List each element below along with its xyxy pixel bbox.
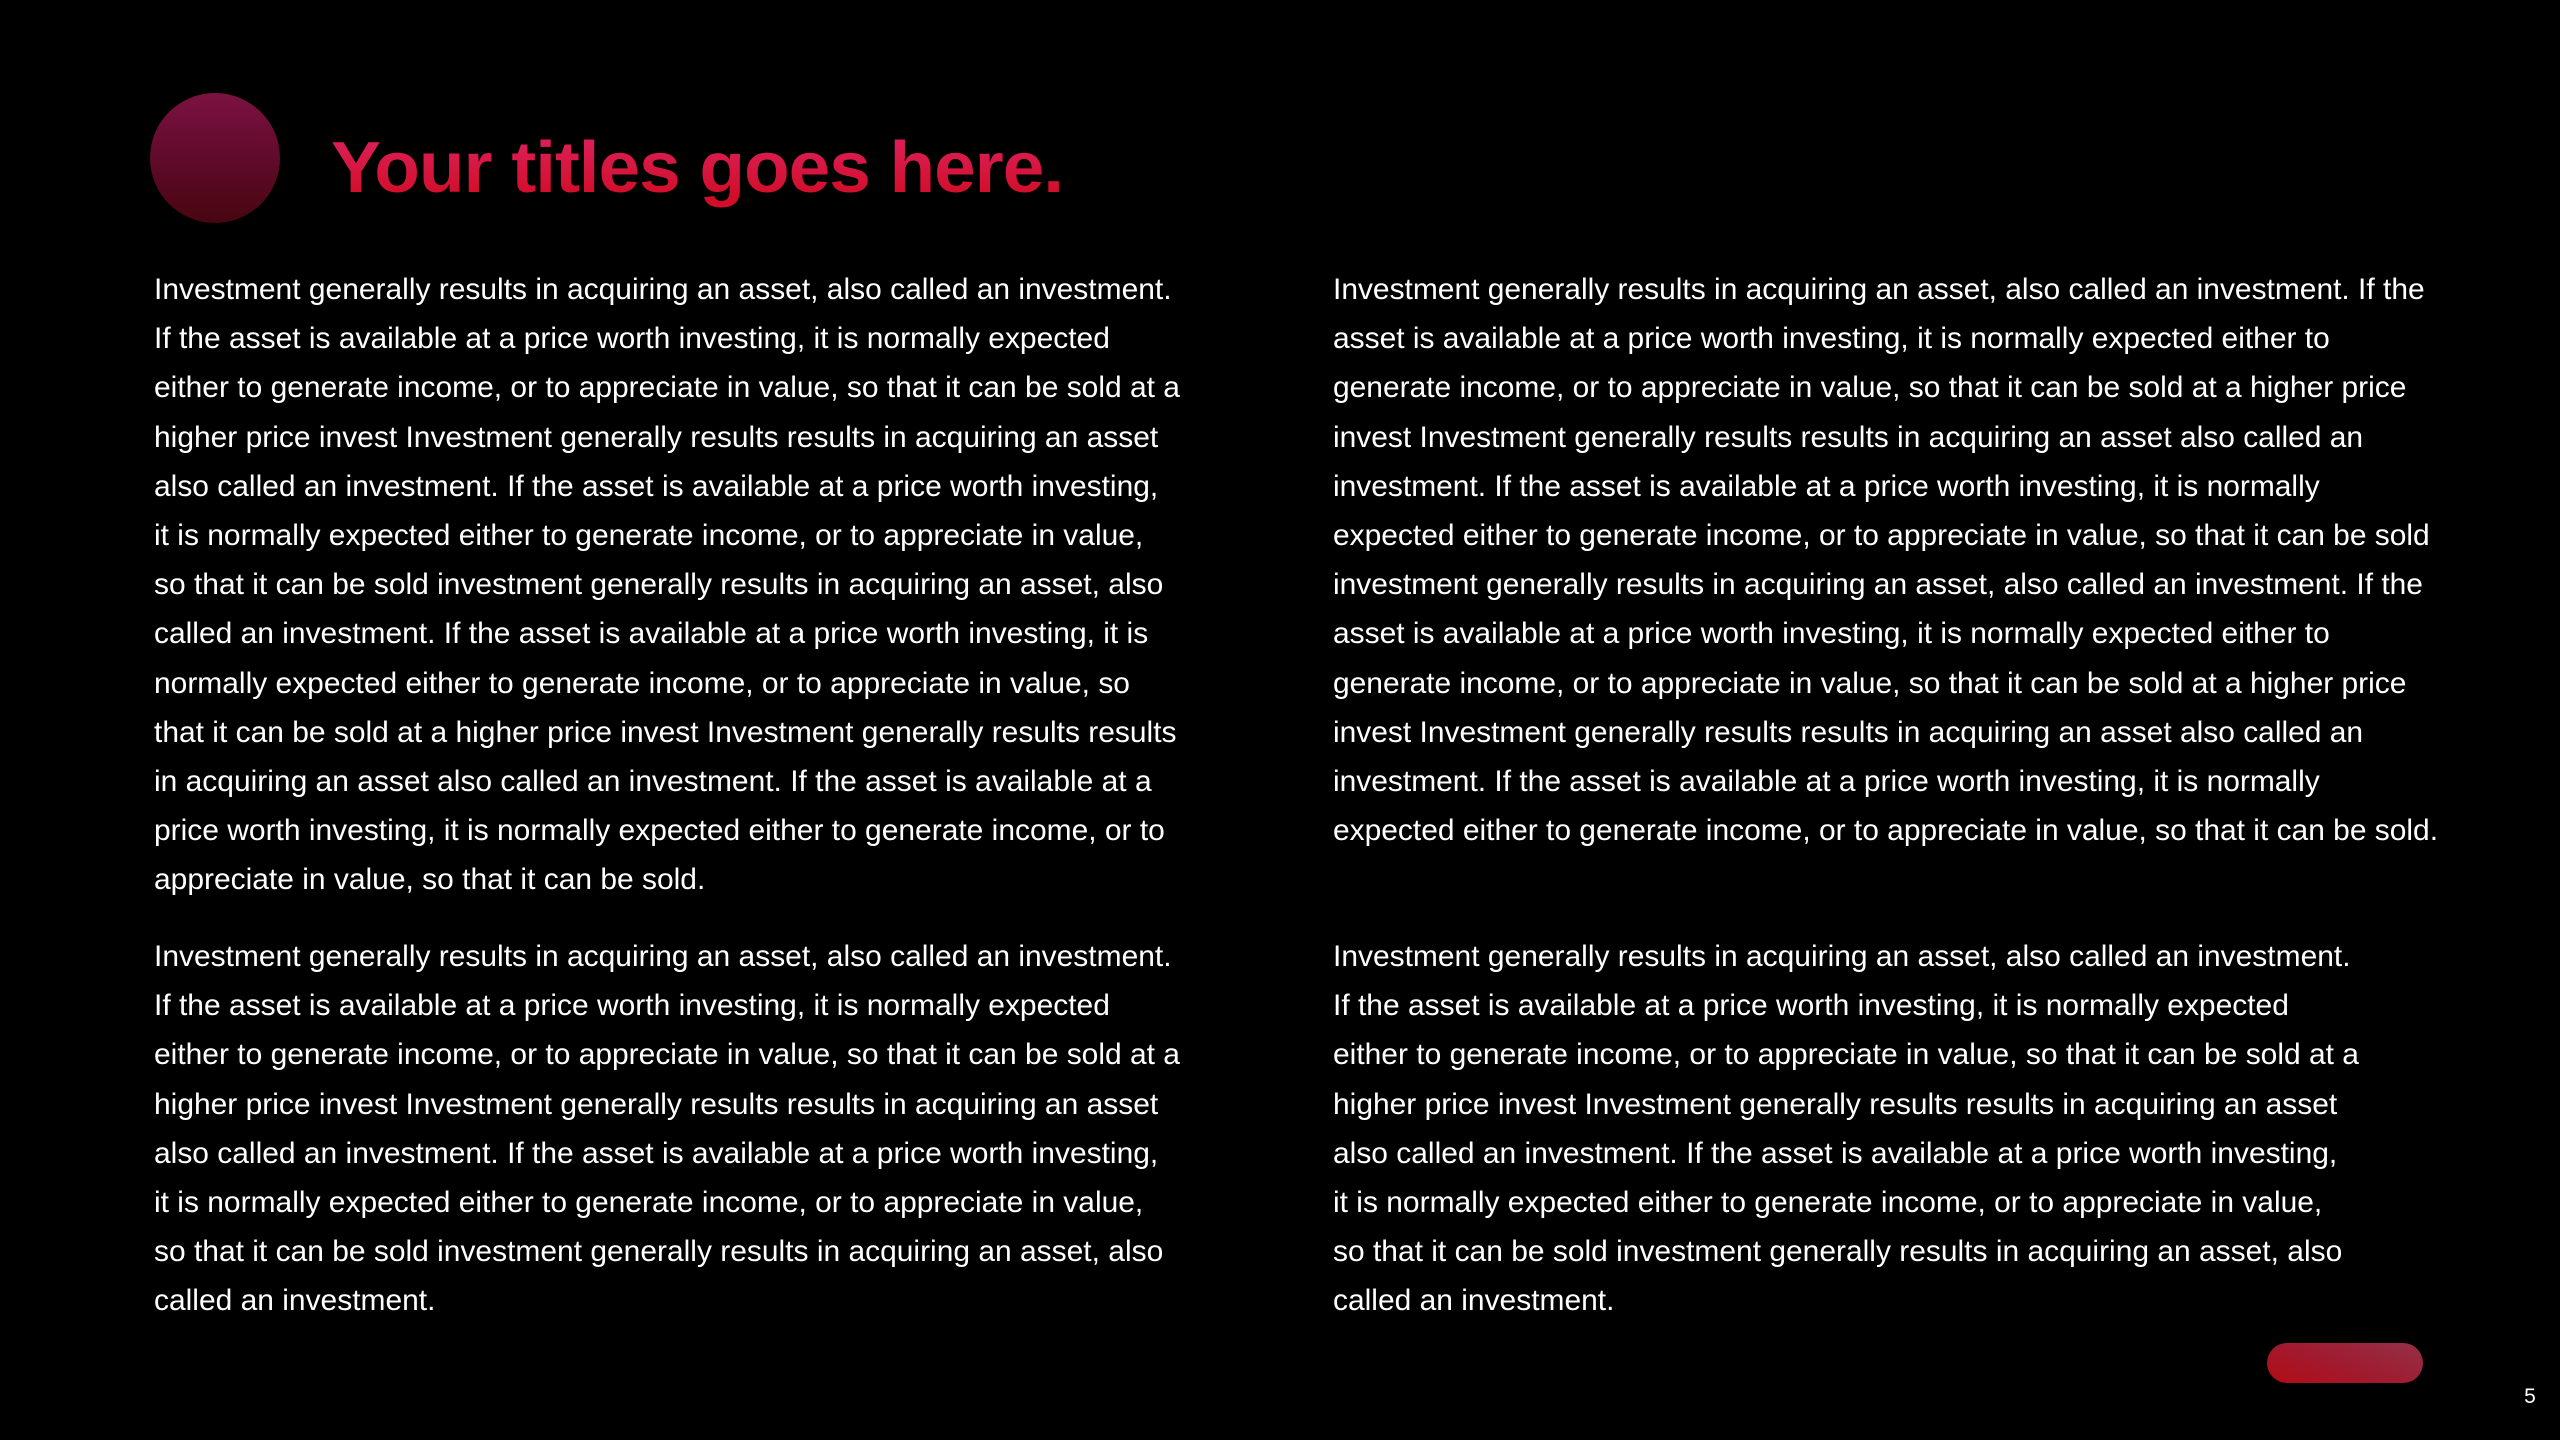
text-line: normally expected either to generate income, or to appreciate in value, so [154,666,1130,700]
text-line: called an investment. If the asset is available at a price worth investing, it is [154,617,1149,651]
text-line: asset is available at a price worth investing, it is normally expected either to [1333,617,2330,651]
text-block-right-bottom [1333,932,2359,1326]
text-line: Investment generally results in acquiring an asset, also called an investment. If the [1333,273,2425,306]
text-line: higher price invest Investment generally results results in acquiring an asset [154,1087,1159,1121]
text-block-right-top [1333,265,2438,855]
text-line: higher price invest Investment generally results results in acquiring an asset [154,420,1159,454]
text-line: investment. If the asset is available at a price worth investing, it is normally [1333,469,2320,503]
decorative-pill [2267,1343,2423,1383]
text-line: it is normally expected either to generate income, or to appreciate in value, [1333,1185,2323,1219]
text-line: price worth investing, it is normally expected either to generate income, or to [154,814,1165,848]
text-line: it is normally expected either to generate income, or to appreciate in value, [154,518,1144,552]
text-line: also called an investment. If the asset is available at a price worth investing, [154,1136,1159,1170]
text-line: also called an investment. If the asset is available at a price worth investing, [154,469,1159,503]
slide-title: Your titles goes here. [331,128,1063,208]
text-line: Investment generally results in acquiring an asset, also called an investment. [154,940,1172,973]
text-line: appreciate in value, so that it can be sold. [154,863,706,897]
page-number: 5 [2524,1385,2536,1408]
title-circle-decoration [150,93,280,223]
text-line: generate income, or to appreciate in value, so that it can be sold at a higher price [1333,371,2407,405]
text-line: Investment generally results in acquiring an asset, also called an investment. [154,273,1172,306]
text-line: so that it can be sold investment generally results in acquiring an asset, also [1333,1235,2343,1269]
text-line: expected either to generate income, or to appreciate in value, so that it can be sold [1333,518,2430,552]
text-line: either to generate income, or to appreciate in value, so that it can be sold at a [154,371,1180,405]
text-line: If the asset is available at a price worth investing, it is normally expected [154,989,1110,1023]
text-line: asset is available at a price worth investing, it is normally expected either to [1333,322,2330,356]
text-line: called an investment. [1333,1284,1615,1318]
text-line: expected either to generate income, or to appreciate in value, so that it can be sold. [1333,814,2439,848]
text-line: invest Investment generally results results in acquiring an asset also called an [1333,420,2364,454]
text-block-left-bottom [154,932,1180,1326]
text-line: so that it can be sold investment generally results in acquiring an asset, also [154,1235,1164,1269]
text-line: higher price invest Investment generally results results in acquiring an asset [1333,1087,2338,1121]
text-line: so that it can be sold investment generally results in acquiring an asset, also [154,568,1164,602]
text-line: If the asset is available at a price worth investing, it is normally expected [1333,989,2289,1023]
text-line: called an investment. [154,1284,436,1318]
text-line: investment generally results in acquiring an asset, also called an investment. If the [1333,568,2423,602]
text-line: also called an investment. If the asset is available at a price worth investing, [1333,1136,2338,1170]
text-line: that it can be sold at a higher price invest Investment generally results results [154,715,1177,749]
text-line: either to generate income, or to appreciate in value, so that it can be sold at a [1333,1038,2359,1072]
text-line: either to generate income, or to appreciate in value, so that it can be sold at a [154,1038,1180,1072]
text-line: investment. If the asset is available at a price worth investing, it is normally [1333,764,2320,798]
text-block-left-top [154,265,1180,904]
text-line: Investment generally results in acquiring an asset, also called an investment. [1333,940,2351,973]
text-line: generate income, or to appreciate in value, so that it can be sold at a higher price [1333,666,2407,700]
text-line: invest Investment generally results results in acquiring an asset also called an [1333,715,2364,749]
text-line: If the asset is available at a price worth investing, it is normally expected [154,322,1110,356]
text-line: it is normally expected either to generate income, or to appreciate in value, [154,1185,1144,1219]
text-line: in acquiring an asset also called an investment. If the asset is available at a [154,764,1152,798]
